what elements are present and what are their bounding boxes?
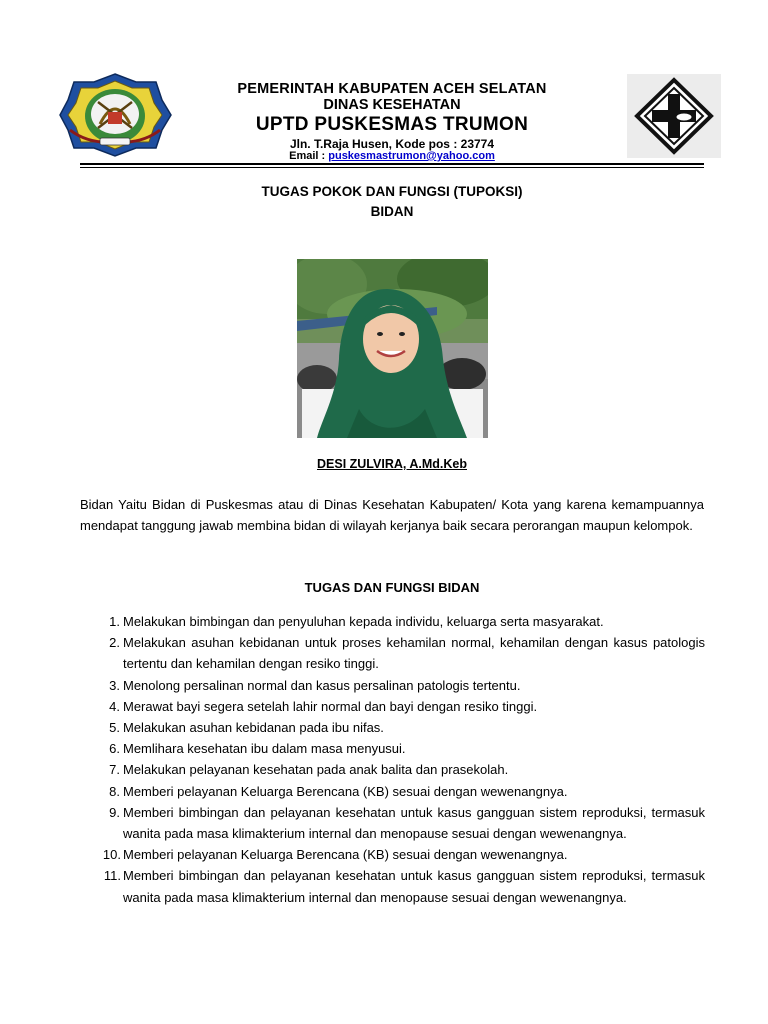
list-item xyxy=(80,611,705,632)
list-item xyxy=(80,802,705,844)
list-item xyxy=(80,675,705,696)
header-divider-thick xyxy=(80,163,704,165)
list-item-number: 2. xyxy=(109,635,120,651)
list-item-number: 3. xyxy=(109,677,120,693)
document-title: TUGAS POKOK DAN FUNGSI (TUPOKSI) xyxy=(261,184,523,199)
list-item-number: 6. xyxy=(109,741,120,757)
list-item xyxy=(80,632,705,674)
list-item-text: Melakukan asuhan kebidanan untuk proses kehamilan normal, kehamilan dengan kasus patologis tertentu dan kehamilan dengan resiko tinggi. xyxy=(123,635,705,672)
list-item-text: Memberi bimbingan dan pelayanan kesehatan untuk kasus gangguan sistem reproduksi, termasuk wanita pada masa klimakterium internal dan menopause sesuai dengan wewenangnya. xyxy=(123,868,705,905)
list-item-number: 5. xyxy=(109,720,120,736)
email-label: Email : xyxy=(289,150,329,162)
list-item xyxy=(80,865,705,907)
list-item xyxy=(80,759,705,780)
header-government-line: PEMERINTAH KABUPATEN ACEH SELATAN xyxy=(237,81,547,97)
list-item-text: Melakukan asuhan kebidanan pada ibu nifas. xyxy=(123,720,384,736)
list-item xyxy=(80,696,705,717)
list-item xyxy=(80,717,705,738)
list-item-text: Memberi pelayanan Keluarga Berencana (KB) sesuai dengan wewenangnya. xyxy=(123,847,568,863)
list-item-text: Memberi bimbingan dan pelayanan kesehatan untuk kasus gangguan sistem reproduksi, termasuk wanita pada masa klimakterium internal dan menopause sesuai dengan wewenangnya. xyxy=(123,804,705,842)
list-item-number: 7. xyxy=(109,762,120,778)
aceh-selatan-emblem-icon xyxy=(58,72,173,158)
list-item xyxy=(80,781,705,802)
header-institution-name: UPTD PUSKESMAS TRUMON xyxy=(255,114,529,135)
list-item-number: 10. xyxy=(102,847,121,863)
header-department-line: DINAS KESEHATAN xyxy=(323,97,461,113)
list-item-text: Memlihara kesehatan ibu dalam masa menyusui. xyxy=(123,741,406,757)
puskesmas-cross-emblem-icon xyxy=(627,74,721,158)
portrait-photo xyxy=(297,259,488,438)
list-item-text: Memberi pelayanan Keluarga Berencana (KB) sesuai dengan wewenangnya. xyxy=(123,783,568,799)
header-divider-thin xyxy=(80,167,704,168)
list-item-number: 11. xyxy=(103,868,121,884)
task-list xyxy=(80,611,705,908)
list-item-text: Menolong persalinan normal dan kasus persalinan patologis tertentu. xyxy=(123,677,521,693)
list-item-number: 4. xyxy=(109,698,120,714)
header-address: Jln. T.Raja Husen, Kode pos : 23774 xyxy=(289,137,495,151)
list-item xyxy=(80,738,705,759)
intro-paragraph: Bidan Yaitu Bidan di Puskesmas atau di Dinas Kesehatan Kabupaten/ Kota yang karena kemampuannya mendapat tanggung jawab membina bidan di wilayah kerjanya baik secara perorangan maupun kelompok. xyxy=(80,497,704,534)
list-item-text: Melakukan pelayanan kesehatan pada anak balita dan prasekolah. xyxy=(123,762,509,778)
email-link[interactable]: puskesmastrumon@yahoo.com xyxy=(328,150,495,162)
list-item xyxy=(80,844,705,865)
list-item-text: Merawat bayi segera setelah lahir normal dan bayi dengan resiko tinggi. xyxy=(123,698,538,714)
document-subtitle: BIDAN xyxy=(370,204,414,219)
header-email-line xyxy=(182,150,602,162)
person-name: DESI ZULVIRA, A.Md.Keb xyxy=(317,457,467,471)
list-item-number: 1. xyxy=(109,614,120,629)
list-item-text: Melakukan bimbingan dan penyuluhan kepada individu, keluarga serta masyarakat. xyxy=(123,614,604,629)
section-title: TUGAS DAN FUNGSI BIDAN xyxy=(304,580,480,595)
list-item-number: 9. xyxy=(109,804,120,820)
list-item-number: 8. xyxy=(109,783,120,799)
